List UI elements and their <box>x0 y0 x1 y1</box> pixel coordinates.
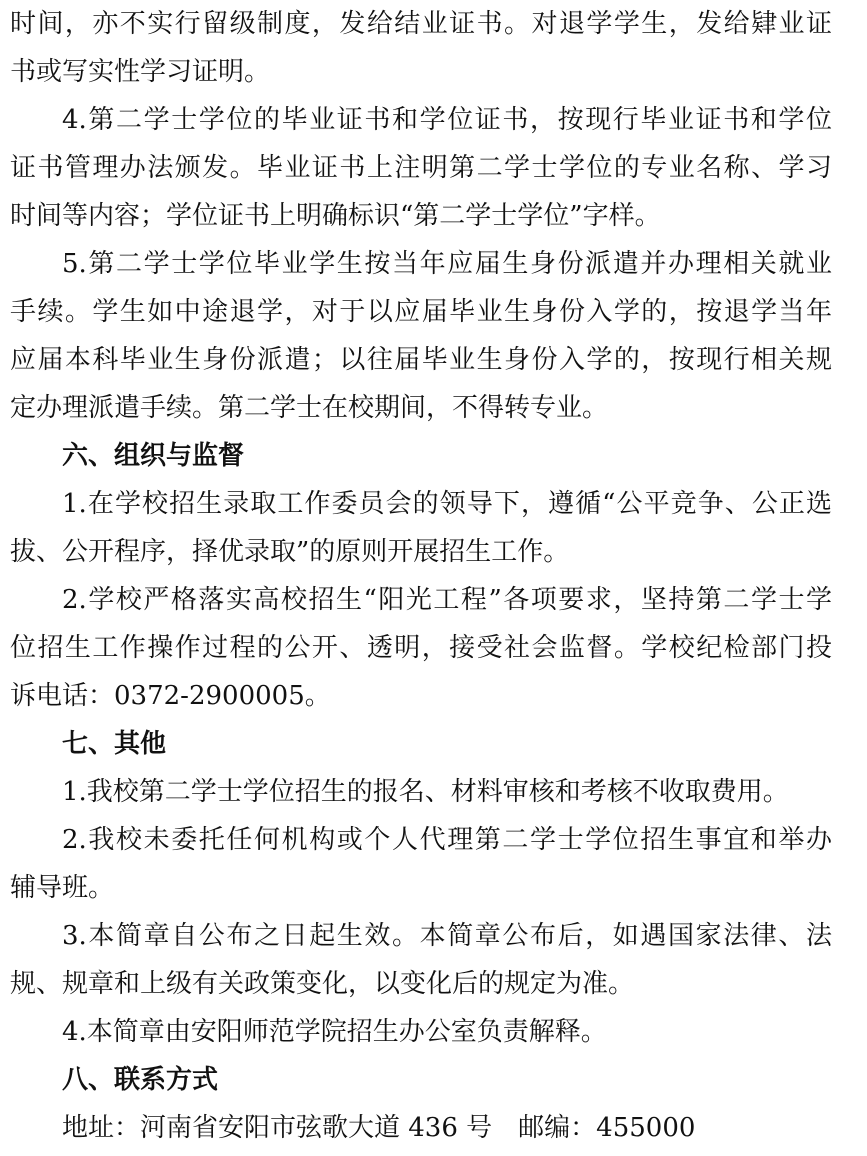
paragraph-line: 时间，亦不实行留级制度，发给结业证书。对退学学生，发给肄业证 <box>10 9 832 39</box>
document-page <box>10 0 832 1152</box>
paragraph-line: 规、规章和上级有关政策变化，以变化后的规定为准。 <box>10 969 635 999</box>
paragraph-line: 1.我校第二学士学位招生的报名、材料审核和考核不收取费用。 <box>62 777 789 807</box>
paragraph-line: 2.我校未委托任何机构或个人代理第二学士学位招生事宜和举办 <box>62 825 832 855</box>
paragraph-line: 4.第二学士学位的毕业证书和学位证书，按现行毕业证书和学位 <box>62 105 832 135</box>
paragraph-line: 2.学校严格落实高校招生“阳光工程”各项要求，坚持第二学士学 <box>62 585 832 615</box>
paragraph-line: 手续。学生如中途退学，对于以应届毕业生身份入学的，按退学当年 <box>10 297 832 327</box>
paragraph-line: 1.在学校招生录取工作委员会的领导下，遵循“公平竞争、公正选 <box>62 489 832 519</box>
paragraph-line: 辅导班。 <box>10 873 115 903</box>
paragraph-line: 证书管理办法颁发。毕业证书上注明第二学士学位的专业名称、学习 <box>10 153 832 183</box>
paragraph-line: 定办理派遣手续。第二学士在校期间，不得转专业。 <box>10 393 609 423</box>
paragraph-line: 4.本简章由安阳师范学院招生办公室负责解释。 <box>62 1017 607 1047</box>
paragraph-line: 时间等内容；学位证书上明确标识“第二学士学位”字样。 <box>10 201 661 231</box>
paragraph-line: 位招生工作操作过程的公开、透明，接受社会监督。学校纪检部门投 <box>10 633 832 663</box>
paragraph-line: 5.第二学士学位毕业学生按当年应届生身份派遣并办理相关就业 <box>62 249 832 279</box>
contact-address-line: 地址：河南省安阳市弦歌大道 436 号 邮编：455000 <box>62 1113 696 1143</box>
section-heading: 八、联系方式 <box>62 1065 219 1095</box>
paragraph-line: 书或写实性学习证明。 <box>10 57 271 87</box>
paragraph-line: 应届本科毕业生身份派遣；以往届毕业生身份入学的，按现行相关规 <box>10 345 832 375</box>
paragraph-line: 诉电话：0372-2900005。 <box>10 681 331 711</box>
paragraph-line: 3.本简章自公布之日起生效。本简章公布后，如遇国家法律、法 <box>62 921 832 951</box>
paragraph-line: 拔、公开程序，择优录取”的原则开展招生工作。 <box>10 537 570 567</box>
section-heading: 六、组织与监督 <box>62 441 245 471</box>
section-heading: 七、其他 <box>62 729 167 759</box>
